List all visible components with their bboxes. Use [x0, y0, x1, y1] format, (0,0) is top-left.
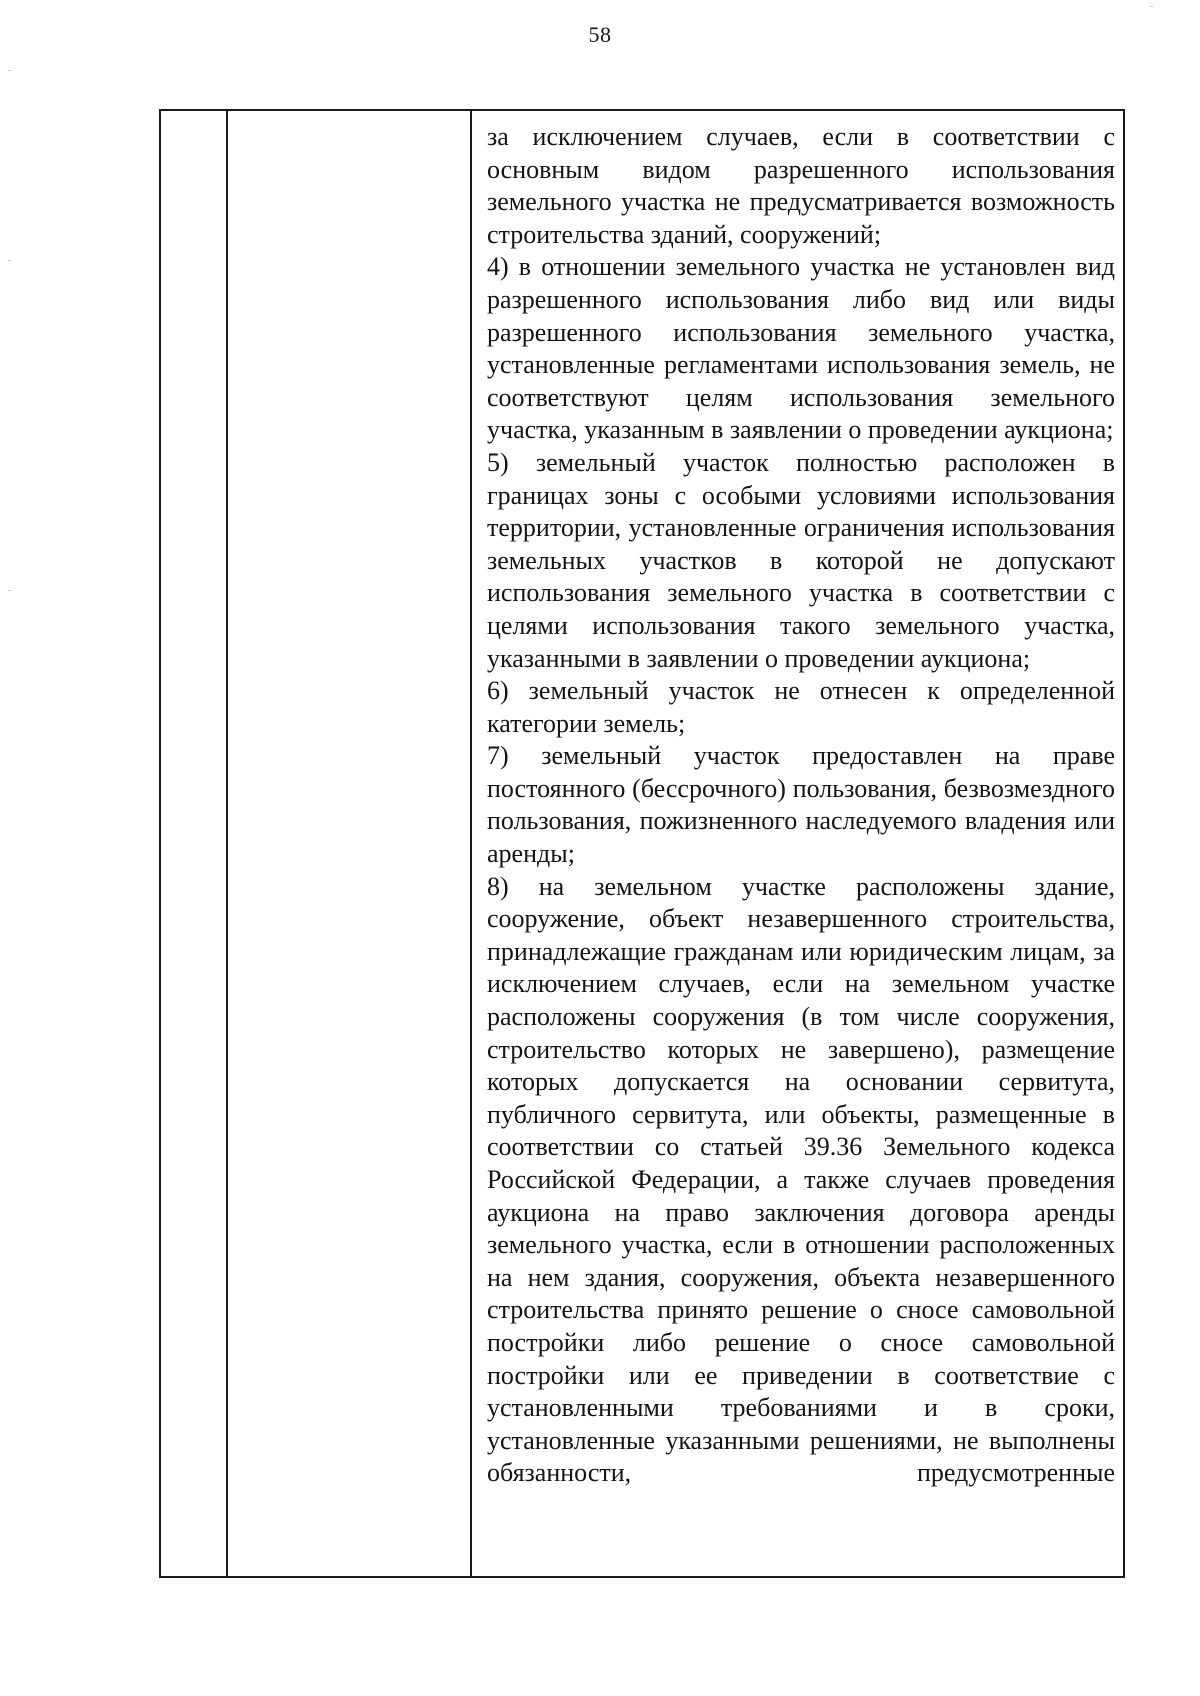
- paragraph-item-5: 5) земельный участок полностью расположен в границах зоны с особыми условиями использования территории, установленные ограничения использования земельных участков в которой не допускают использования земельного участка в соответствии с целями использования такого земельного участка, указанными в заявлении о проведении аукциона;: [487, 447, 1115, 673]
- paragraph-item-8: 8) на земельном участке расположены здание, сооружение, объект незавершенного строительства, принадлежащие гражданам или юридическим лицам, за исключением случаев, если на земельном участке расположены сооружения (в том числе сооружения, строительство которых не завершено), размещение которых допускается на основании сервитута, публичного сервитута, или объекты, размещенные в соответствии со статьей 39.36 Земельного кодекса Российской Федерации, а также случаев проведения аукциона на право заключения договора аренды земельного участка, если в отношении расположенных на нем здания, сооружения, объекта незавершенного строительства принято решение о сносе самовольной постройки либо решение о сносе самовольной постройки или ее приведении в соответствие с установленными требованиями и в сроки, установленные указанными решениями, не выполнены обязанности, предусмотренные: [487, 871, 1115, 1488]
- scan-artifact: [1150, 6, 1153, 7]
- table-column-divider-1: [226, 111, 228, 1576]
- paragraph-item-7: 7) земельный участок предоставлен на праве постоянного (бессрочного) пользования, безвозмездного пользования, пожизненного наследуемого владения или аренды;: [487, 741, 1115, 869]
- table-column-divider-2: [470, 111, 472, 1576]
- page-number: 58: [588, 22, 612, 47]
- paragraph-item-4: 4) в отношении земельного участка не установлен вид разрешенного использования либо вид или виды разрешенного использования земельного участка, установленные регламентами использования земель, не соответствуют целям использования земельного участка, указанным в заявлении о проведении аукциона;: [487, 252, 1115, 445]
- document-table: [159, 109, 1125, 1578]
- paragraph-continuation: за исключением случаев, если в соответствии с основным видом разрешенного использования земельного участка не предусматривается возможность строительства зданий, сооружений;: [487, 122, 1115, 249]
- scan-artifact: [8, 70, 11, 71]
- paragraph-item-6: 6) земельный участок не отнесен к определенной категории земель;: [487, 676, 1115, 738]
- table-text-cell: [487, 121, 1115, 1490]
- scan-artifact: [8, 590, 11, 591]
- scan-artifact: [8, 260, 11, 261]
